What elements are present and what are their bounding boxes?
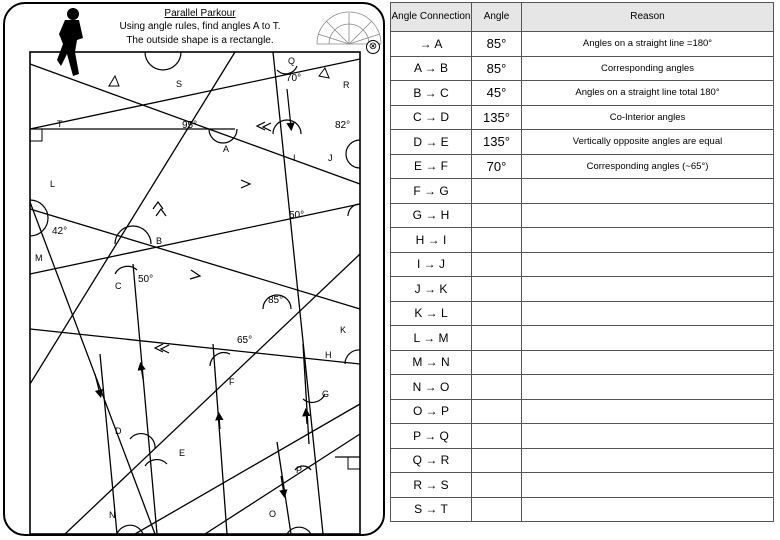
reason-cell[interactable] (522, 277, 774, 302)
table-row (391, 154, 774, 179)
angle-cell[interactable] (472, 473, 522, 498)
connection-cell: R → S (391, 473, 472, 498)
angle-cell[interactable] (472, 326, 522, 351)
connection-cell: A → B (391, 56, 472, 81)
puzzle-diagram (5, 4, 385, 536)
reason-cell[interactable] (522, 424, 774, 449)
letter-k: K (340, 325, 347, 335)
table-row (391, 424, 774, 449)
table-row (391, 326, 774, 351)
angle-cell[interactable] (472, 301, 522, 326)
connection-cell: I → J (391, 252, 472, 277)
letter-g: G (322, 389, 330, 399)
reason-cell[interactable] (522, 252, 774, 277)
letter-b: B (156, 236, 163, 246)
connection-cell: J → K (391, 277, 472, 302)
table-row (391, 252, 774, 277)
line-9 (30, 204, 360, 274)
connection-cell: N → O (391, 375, 472, 400)
table-row (391, 228, 774, 253)
letter-e: E (179, 448, 186, 458)
header-angle-connection: Angle Connection (391, 3, 472, 32)
angle-cell[interactable]: 70° (472, 154, 522, 179)
table-row (391, 448, 774, 473)
angle-cell[interactable] (472, 277, 522, 302)
line-6 (30, 209, 360, 309)
given-angle-5: 42° (52, 226, 68, 237)
runner-icon (57, 8, 83, 76)
letter-c: C (115, 281, 122, 291)
connection-cell: F → G (391, 179, 472, 204)
header-angle: Angle (472, 3, 522, 32)
instruction-line-1: Using angle rules, find angles A to T. (119, 21, 281, 32)
letter-f: F (229, 377, 235, 387)
table-row (391, 105, 774, 130)
angle-cell[interactable] (472, 179, 522, 204)
table-row (391, 203, 774, 228)
angle-cell[interactable]: 45° (472, 81, 522, 106)
table-row (391, 350, 774, 375)
angle-cell[interactable] (472, 228, 522, 253)
angle-cell[interactable] (472, 375, 522, 400)
reason-cell[interactable] (522, 326, 774, 351)
given-angle-3: 82° (335, 120, 351, 131)
table-row (391, 179, 774, 204)
angle-cell[interactable] (472, 203, 522, 228)
given-angle-7: 85° (268, 295, 284, 306)
connection-cell: M → N (391, 350, 472, 375)
letter-d: D (115, 426, 122, 436)
table-row (391, 277, 774, 302)
line-2 (30, 59, 360, 129)
letter-l: L (50, 179, 56, 189)
close-button[interactable]: ⊗ (366, 40, 380, 54)
reason-cell[interactable] (522, 179, 774, 204)
angle-cell[interactable] (472, 424, 522, 449)
connection-cell: L → M (391, 326, 472, 351)
table-row (391, 497, 774, 522)
letter-h: H (325, 350, 332, 360)
angle-cell[interactable]: 135° (472, 130, 522, 155)
puzzle-card (3, 2, 385, 536)
reason-cell[interactable]: Angles on a straight line total 180° (522, 81, 774, 106)
reason-cell[interactable] (522, 497, 774, 522)
reason-cell[interactable] (522, 350, 774, 375)
table-row (391, 81, 774, 106)
line-12 (213, 344, 227, 534)
table-row (391, 56, 774, 81)
letter-a: A (223, 144, 230, 154)
given-angle-8: 65° (237, 335, 253, 346)
table-row (391, 375, 774, 400)
connection-cell: Q → R (391, 448, 472, 473)
angle-cell[interactable] (472, 350, 522, 375)
table-row (391, 130, 774, 155)
letter-q: Q (288, 56, 296, 66)
connection-cell: E → F (391, 154, 472, 179)
given-angle-4: 50° (289, 210, 305, 221)
line-16 (277, 442, 291, 534)
letter-n: N (109, 510, 116, 520)
letter-p: P (296, 465, 303, 475)
reason-cell[interactable] (522, 375, 774, 400)
connection-cell: G → H (391, 203, 472, 228)
reason-cell[interactable]: Corresponding angles (~65°) (522, 154, 774, 179)
connection-cell: H → I (391, 228, 472, 253)
instruction-line-2: The outside shape is a rectangle. (126, 35, 274, 46)
connection-cell: D → E (391, 130, 472, 155)
line-8 (30, 329, 360, 364)
reason-cell[interactable]: Angles on a straight line =180° (522, 32, 774, 57)
angle-cell[interactable]: 85° (472, 56, 522, 81)
angle-cell[interactable] (472, 399, 522, 424)
reason-cell[interactable]: Co-Interior angles (522, 105, 774, 130)
reason-cell[interactable] (522, 301, 774, 326)
angle-cell[interactable]: 135° (472, 105, 522, 130)
given-angle-2: 95° (182, 120, 198, 131)
letter-r: R (343, 80, 350, 90)
angle-cell[interactable]: 85° (472, 32, 522, 57)
letter-o: O (269, 509, 277, 519)
line-13 (100, 354, 117, 534)
line-14 (135, 404, 360, 534)
table-row (391, 399, 774, 424)
reason-cell[interactable] (522, 228, 774, 253)
angle-cell[interactable] (472, 448, 522, 473)
table-header-row (391, 3, 774, 32)
reason-cell[interactable] (522, 473, 774, 498)
answer-table (390, 2, 774, 522)
connection-cell: → A (391, 32, 472, 57)
table-row (391, 473, 774, 498)
given-angle-6: 50° (138, 274, 154, 285)
reason-cell[interactable] (522, 448, 774, 473)
reason-cell[interactable]: Vertically opposite angles are equal (522, 130, 774, 155)
puzzle-title: Parallel Parkour (164, 8, 236, 19)
letter-i: I (293, 153, 296, 163)
table-row (391, 301, 774, 326)
angle-cell[interactable] (472, 497, 522, 522)
letter-j: J (328, 153, 333, 163)
letter-t: T (57, 119, 63, 129)
reason-cell[interactable] (522, 399, 774, 424)
angle-cell[interactable] (472, 252, 522, 277)
letter-m: M (35, 253, 43, 263)
connection-cell: B → C (391, 81, 472, 106)
reason-cell[interactable] (522, 203, 774, 228)
connection-cell: K → L (391, 301, 472, 326)
reason-cell[interactable]: Corresponding angles (522, 56, 774, 81)
line-11 (133, 264, 157, 534)
connection-cell: C → D (391, 105, 472, 130)
letter-s: S (176, 79, 183, 89)
header-reason: Reason (522, 3, 774, 32)
given-angle-1: 70° (286, 73, 302, 84)
connection-cell: O → P (391, 399, 472, 424)
line-10 (65, 254, 360, 534)
connection-cell: P → Q (391, 424, 472, 449)
connection-cell: S → T (391, 497, 472, 522)
table-row (391, 32, 774, 57)
